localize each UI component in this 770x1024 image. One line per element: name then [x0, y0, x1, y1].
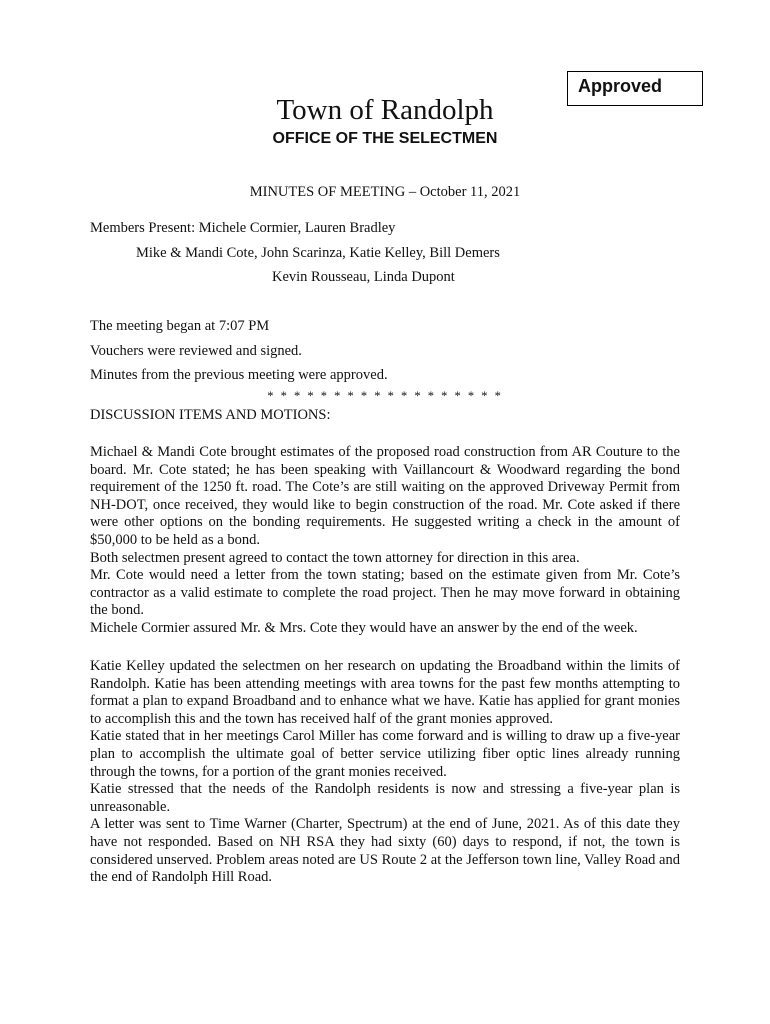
paragraph: Katie stressed that the needs of the Randolph residents is now and stressing a five-year plan is unreasonable. [90, 781, 680, 815]
section-broadband [90, 658, 680, 887]
page-title: Town of Randolph [276, 94, 494, 126]
paragraph: Michele Cormier assured Mr. & Mrs. Cote they would have an answer by the end of the week. [90, 619, 638, 636]
section-road-construction [90, 444, 680, 638]
members-line-3: Kevin Rousseau, Linda Dupont [272, 269, 455, 285]
paragraph: Katie stated that in her meetings Carol Miller has come forward and is willing to draw up a five-year plan to accomplish the ultimate goal of better service utilizing fiber optic lines already running through the towns, for a portion of the grant monies received. [90, 728, 680, 780]
members-present-line: Members Present: Michele Cormier, Lauren Bradley [90, 220, 396, 236]
members-line-2: Mike & Mandi Cote, John Scarinza, Katie Kelley, Bill Demers [136, 245, 500, 261]
meeting-start-line: The meeting began at 7:07 PM [90, 318, 270, 334]
separator-stars: * * * * * * * * * * * * * * * * * * [267, 389, 503, 403]
paragraph: Both selectmen present agreed to contact the town attorney for direction in this area. [90, 549, 580, 566]
paragraph: Michael & Mandi Cote brought estimates of the proposed road construction from AR Couture to the board. Mr. Cote stated; he has been speaking with Vaillancourt & Woodward regarding the bond requirement of the 1250 ft. road. The Cote’s are still waiting on the approved Driveway Permit from NH-DOT, once received, they would like to begin construction of the road. Mr. Cote asked if there were other options on the bonding requirements. He suggested writing a check in the amount of $50,000 to be held as a bond. [90, 444, 680, 548]
minutes-heading: MINUTES OF MEETING – October 11, 2021 [249, 184, 521, 200]
paragraph: Mr. Cote would need a letter from the town stating; based on the estimate given from Mr. Cote’s contractor as a valid estimate to complete the road project. Then he may move forward in obtaining the bond. [90, 567, 680, 619]
paragraph: A letter was sent to Time Warner (Charter, Spectrum) at the end of June, 2021. As of this date they have not responded. Based on NH RSA they had sixty (60) days to respond, if not, the town is considered unserved. Problem areas noted are US Route 2 at the Jefferson town line, Valley Road and the end of Randolph Hill Road. [90, 816, 680, 886]
discussion-heading: DISCUSSION ITEMS AND MOTIONS: [90, 407, 331, 423]
paragraph: Katie Kelley updated the selectmen on her research on updating the Broadband within the limits of Randolph. Katie has been attending meetings with area towns for the past few months attempting to format a plan to expand Broadband and to enhance what we have. Katie has applied for grant monies to accomplish this and the town has received half of the grant monies approved. [90, 658, 680, 727]
office-heading: OFFICE OF THE SELECTMEN [272, 130, 498, 147]
previous-minutes-line: Minutes from the previous meeting were approved. [90, 367, 388, 383]
vouchers-line: Vouchers were reviewed and signed. [90, 343, 302, 359]
approved-stamp: Approved [567, 71, 703, 106]
